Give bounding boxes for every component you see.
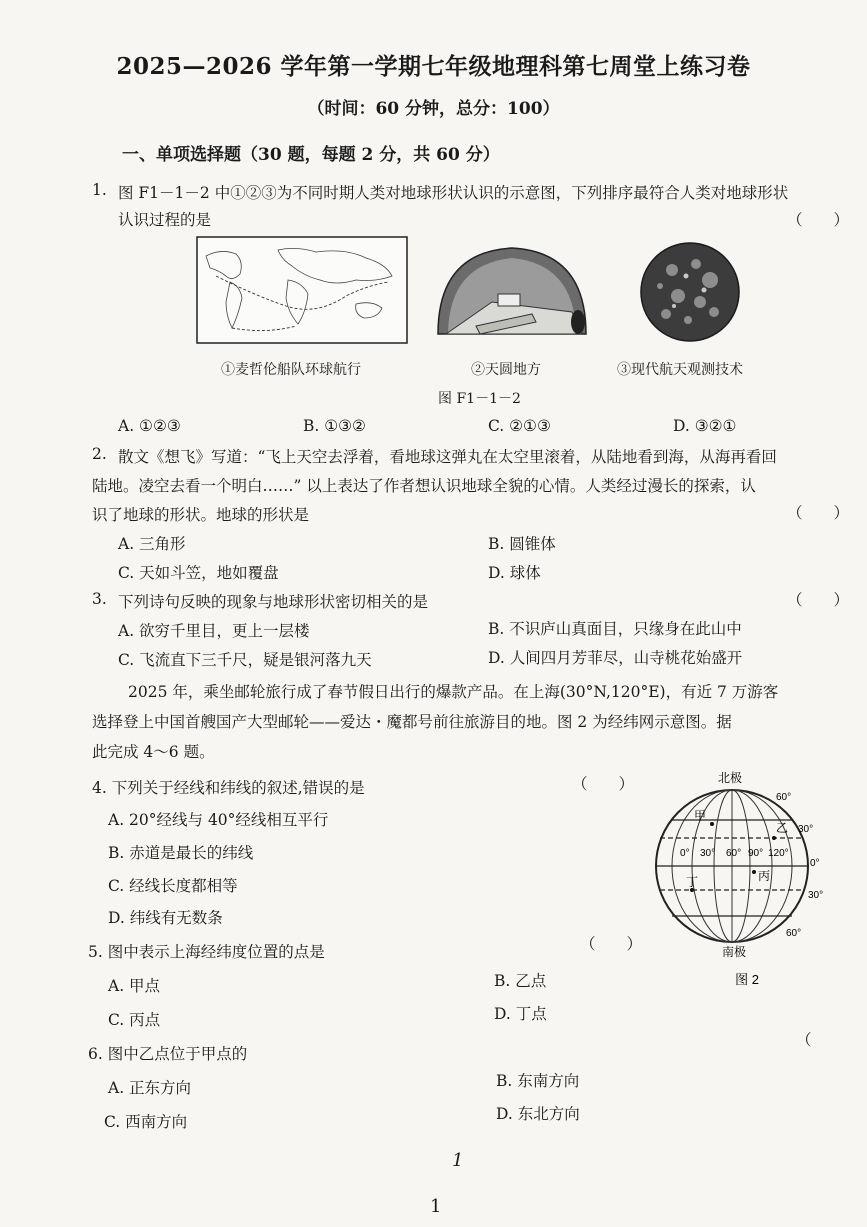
q1-stem-line2: 认识过程的是 — [118, 211, 212, 229]
q5-answer-paren[interactable]: （ ） — [580, 935, 643, 953]
q2-option-c[interactable]: C. 天如斗笠，地如覆盘 — [118, 564, 279, 582]
q4-option-b[interactable]: B. 赤道是最长的纬线 — [108, 844, 254, 862]
q1-stem-line1: 图 F1－1－2 中①②③为不同时期人类对地球形状认识的示意图，下列排序最符合人类对地球形状 — [118, 184, 789, 202]
fig1-label: 图 F1－1－2 — [438, 391, 521, 407]
q3-option-b[interactable]: B. 不识庐山真面目，只缘身在此山中 — [488, 620, 742, 638]
lat-60s-label: 60° — [786, 928, 802, 939]
q2-option-b[interactable]: B. 圆锥体 — [488, 535, 556, 553]
south-pole-label: 南极 — [721, 945, 747, 959]
passage-line1: 2025 年，乘坐邮轮旅行成了春节假日出行的爆款产品。在上海(30°N,120°E)，有近 7 万游客 — [128, 683, 779, 701]
q1-option-b[interactable]: B. ①③② — [303, 417, 366, 435]
q6-option-c[interactable]: C. 西南方向 — [104, 1113, 188, 1131]
point-bing-label: 丙 — [758, 869, 771, 883]
point-ding-label: 丁 — [686, 875, 699, 889]
q3-number: 3. — [92, 590, 107, 608]
graticule-figure — [650, 768, 830, 988]
fig1-caption-3: ③现代航天观测技术 — [617, 362, 743, 378]
page-title: 2025—2026 学年第一学期七年级地理科第七周堂上练习卷 — [116, 53, 751, 80]
q3-option-a[interactable]: A. 欲穷千里目，更上一层楼 — [118, 622, 310, 640]
world-map-icon — [196, 236, 408, 344]
q2-answer-paren[interactable]: （ ） — [787, 504, 850, 522]
earth-photo-figure — [638, 240, 742, 344]
lon-60-label: 60° — [726, 848, 742, 859]
graticule-globe-icon — [650, 768, 830, 988]
q6-option-a[interactable]: A. 正东方向 — [108, 1079, 192, 1097]
q6-option-b[interactable]: B. 东南方向 — [496, 1072, 580, 1090]
q4-option-d[interactable]: D. 纬线有无数条 — [108, 909, 223, 927]
point-yi-label: 乙 — [776, 821, 789, 835]
q2-option-d[interactable]: D. 球体 — [488, 564, 541, 582]
q5-option-a[interactable]: A. 甲点 — [108, 977, 161, 995]
fig2-caption: 图 2 — [735, 972, 759, 987]
q4-stem: 4. 下列关于经线和纬线的叙述,错误的是 — [92, 779, 365, 797]
fig1-caption-2: ②天圆地方 — [471, 362, 541, 378]
q2-stem-line3: 识了地球的形状。地球的形状是 — [92, 506, 310, 524]
lon-120-label: 120° — [768, 848, 789, 859]
q2-number: 2. — [92, 445, 107, 463]
world-map-figure — [196, 236, 408, 344]
point-jia-label: 甲 — [694, 809, 707, 823]
section-heading: 一、单项选择题（30 题，每题 2 分，共 60 分） — [122, 145, 500, 165]
footer-mark: 1 — [452, 1150, 464, 1171]
q1-option-d[interactable]: D. ③②① — [673, 417, 737, 435]
q3-answer-paren[interactable]: （ ） — [787, 591, 850, 609]
q6-answer-paren[interactable]: （ — [796, 1031, 828, 1049]
lat-30n-label: 30° — [798, 824, 814, 835]
lon-30-label: 30° — [700, 848, 716, 859]
q1-answer-paren[interactable]: （ ） — [787, 211, 850, 229]
q6-option-d[interactable]: D. 东北方向 — [496, 1105, 580, 1123]
q1-number: 1. — [92, 181, 107, 199]
lon-0-label: 0° — [680, 848, 690, 859]
q1-option-c[interactable]: C. ②①③ — [488, 417, 551, 435]
earth-globe-icon — [638, 240, 742, 344]
page-number: 1 — [430, 1196, 442, 1217]
q4-option-c[interactable]: C. 经线长度都相等 — [108, 877, 238, 895]
q3-option-d[interactable]: D. 人间四月芳菲尽，山寺桃花始盛开 — [488, 649, 743, 667]
page-subtitle: （时间：60 分钟，总分：100） — [307, 99, 560, 119]
lat-30s-label: 30° — [808, 890, 824, 901]
fig1-caption-1: ①麦哲伦船队环球航行 — [221, 362, 361, 378]
passage-line2: 选择登上中国首艘国产大型邮轮——爱达・魔都号前往旅游目的地。图 2 为经纬网示意图。据 — [92, 713, 732, 731]
q1-option-a[interactable]: A. ①②③ — [118, 417, 181, 435]
q3-stem: 下列诗句反映的现象与地球形状密切相关的是 — [118, 593, 429, 611]
q3-option-c[interactable]: C. 飞流直下三千尺，疑是银河落九天 — [118, 651, 372, 669]
q5-stem: 5. 图中表示上海经纬度位置的点是 — [88, 943, 325, 961]
q5-option-c[interactable]: C. 丙点 — [108, 1011, 161, 1029]
q6-stem: 6. 图中乙点位于甲点的 — [88, 1045, 248, 1063]
sky-dome-icon — [432, 242, 592, 346]
q4-option-a[interactable]: A. 20°经线与 40°经线相互平行 — [108, 811, 329, 829]
lat-60n-label: 60° — [776, 792, 792, 803]
q2-stem-line2: 陆地。凌空去看一个明白……” 以上表达了作者想认识地球全貌的心情。人类经过漫长的探索，认 — [92, 477, 756, 495]
dome-figure — [432, 242, 592, 346]
north-pole-label: 北极 — [717, 771, 743, 785]
passage-line3: 此完成 4～6 题。 — [92, 743, 215, 761]
q4-answer-paren[interactable]: （ ） — [572, 775, 635, 793]
q2-option-a[interactable]: A. 三角形 — [118, 535, 186, 553]
q5-option-d[interactable]: D. 丁点 — [494, 1005, 547, 1023]
q5-option-b[interactable]: B. 乙点 — [494, 972, 547, 990]
lon-90-label: 90° — [748, 848, 764, 859]
q2-stem-line1: 散文《想飞》写道：“飞上天空去浮着，看地球这弹丸在太空里滚着，从陆地看到海，从海再看回 — [118, 448, 777, 466]
lat-0-label: 0° — [810, 858, 820, 869]
